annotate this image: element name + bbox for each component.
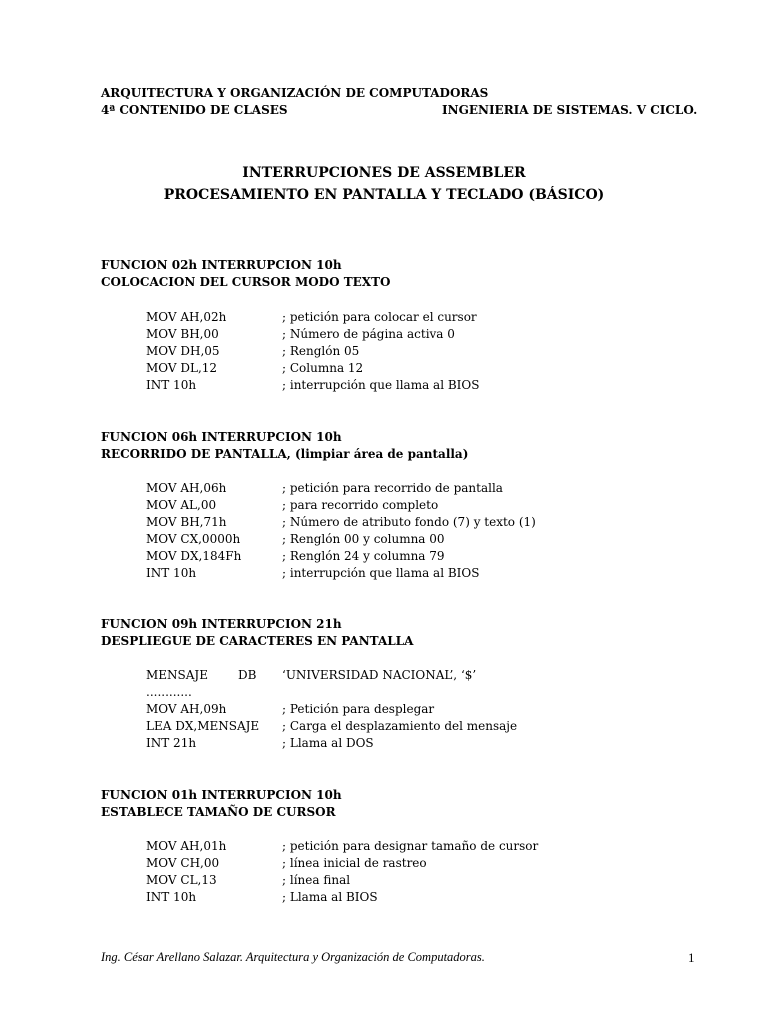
section-subheading: DESPLIEGUE DE CARACTERES EN PANTALLA bbox=[101, 634, 414, 648]
comment: ; interrupción que llama al BIOS bbox=[282, 566, 480, 580]
string-value: ‘UNIVERSIDAD NACIONAL’, ‘$’ bbox=[282, 668, 477, 682]
instruction: MOV BH,71h bbox=[146, 515, 227, 529]
code-line bbox=[146, 514, 536, 531]
instruction: INT 21h bbox=[146, 736, 197, 750]
ellipsis-dots: ............ bbox=[146, 685, 192, 699]
instruction: MOV CL,13 bbox=[146, 873, 217, 887]
code-line bbox=[146, 872, 538, 889]
code-line bbox=[146, 838, 538, 855]
comment: ; Petición para desplegar bbox=[282, 702, 435, 716]
instruction: MOV DH,05 bbox=[146, 344, 220, 358]
instruction: INT 10h bbox=[146, 378, 197, 392]
code-line bbox=[146, 377, 479, 394]
code-line bbox=[146, 735, 517, 752]
code-line bbox=[146, 548, 536, 565]
comment: ; Columna 12 bbox=[282, 361, 364, 375]
directive: DB bbox=[238, 668, 257, 682]
code-line bbox=[146, 531, 536, 548]
instruction: INT 10h bbox=[146, 566, 197, 580]
code-line bbox=[146, 718, 517, 735]
instruction: MOV DL,12 bbox=[146, 361, 218, 375]
instruction: MOV AL,00 bbox=[146, 498, 217, 512]
code-line bbox=[146, 360, 479, 377]
section-subheading: RECORRIDO DE PANTALLA, (limpiar área de pantalla) bbox=[101, 447, 469, 461]
section-heading: FUNCION 01h INTERRUPCION 10h bbox=[101, 788, 342, 802]
comment: ; Carga el desplazamiento del mensaje bbox=[282, 719, 518, 733]
code-line bbox=[146, 497, 536, 514]
code-line bbox=[146, 565, 536, 582]
program-label: INGENIERIA DE SISTEMAS. V CICLO. bbox=[442, 103, 698, 117]
course-title: ARQUITECTURA Y ORGANIZACIÓN DE COMPUTADORAS bbox=[101, 86, 489, 100]
comment: ; petición para designar tamaño de cursor bbox=[282, 839, 539, 853]
comment: ; Renglón 24 y columna 79 bbox=[282, 549, 445, 563]
instruction: MOV CX,0000h bbox=[146, 532, 241, 546]
section-heading: FUNCION 09h INTERRUPCION 21h bbox=[101, 617, 342, 631]
comment: ; interrupción que llama al BIOS bbox=[282, 378, 480, 392]
section-subheading: ESTABLECE TAMAÑO DE CURSOR bbox=[101, 805, 336, 819]
instruction: MOV AH,09h bbox=[146, 702, 227, 716]
code-line bbox=[146, 343, 479, 360]
comment: ; para recorrido completo bbox=[282, 498, 439, 512]
code-block bbox=[146, 838, 538, 906]
section-heading: FUNCION 06h INTERRUPCION 10h bbox=[101, 430, 342, 444]
code-line bbox=[146, 701, 517, 718]
code-block bbox=[146, 309, 479, 394]
comment: ; Renglón 00 y columna 00 bbox=[282, 532, 445, 546]
comment: ; Llama al BIOS bbox=[282, 890, 378, 904]
comment: ; Llama al DOS bbox=[282, 736, 374, 750]
page-number: 1 bbox=[688, 950, 695, 965]
comment: ; Número de página activa 0 bbox=[282, 327, 455, 341]
instruction: MOV BH,00 bbox=[146, 327, 219, 341]
page-footer: Ing. César Arellano Salazar. Arquitectura y Organización de Computadoras. bbox=[101, 950, 485, 964]
title-line-1: INTERRUPCIONES DE ASSEMBLER bbox=[242, 165, 526, 181]
code-block bbox=[146, 480, 536, 582]
ellipsis-line bbox=[146, 684, 517, 701]
code-block bbox=[146, 667, 517, 752]
title-line-2: PROCESAMIENTO EN PANTALLA Y TECLADO (BÁSICO) bbox=[163, 187, 605, 203]
instruction: INT 10h bbox=[146, 890, 197, 904]
section-subheading: COLOCACION DEL CURSOR MODO TEXTO bbox=[101, 275, 391, 289]
code-line bbox=[146, 889, 538, 906]
comment: ; Número de atributo fondo (7) y texto (1) bbox=[282, 515, 536, 529]
code-line bbox=[146, 480, 536, 497]
comment: ; Renglón 05 bbox=[282, 344, 360, 358]
comment: ; línea final bbox=[282, 873, 351, 887]
instruction: MOV DX,184Fh bbox=[146, 549, 242, 563]
instruction: LEA DX,MENSAJE bbox=[146, 719, 260, 733]
instruction: MOV AH,01h bbox=[146, 839, 227, 853]
instruction: MOV CH,00 bbox=[146, 856, 220, 870]
data-declaration bbox=[146, 667, 517, 684]
comment: ; línea inicial de rastreo bbox=[282, 856, 427, 870]
section-heading: FUNCION 02h INTERRUPCION 10h bbox=[101, 258, 342, 272]
content-label: 4ª CONTENIDO DE CLASES bbox=[101, 103, 288, 117]
comment: ; petición para colocar el cursor bbox=[282, 310, 477, 324]
instruction: MOV AH,02h bbox=[146, 310, 227, 324]
code-line bbox=[146, 855, 538, 872]
comment: ; petición para recorrido de pantalla bbox=[282, 481, 503, 495]
code-line bbox=[146, 309, 479, 326]
variable-name: MENSAJE bbox=[146, 668, 209, 682]
code-line bbox=[146, 326, 479, 343]
instruction: MOV AH,06h bbox=[146, 481, 227, 495]
